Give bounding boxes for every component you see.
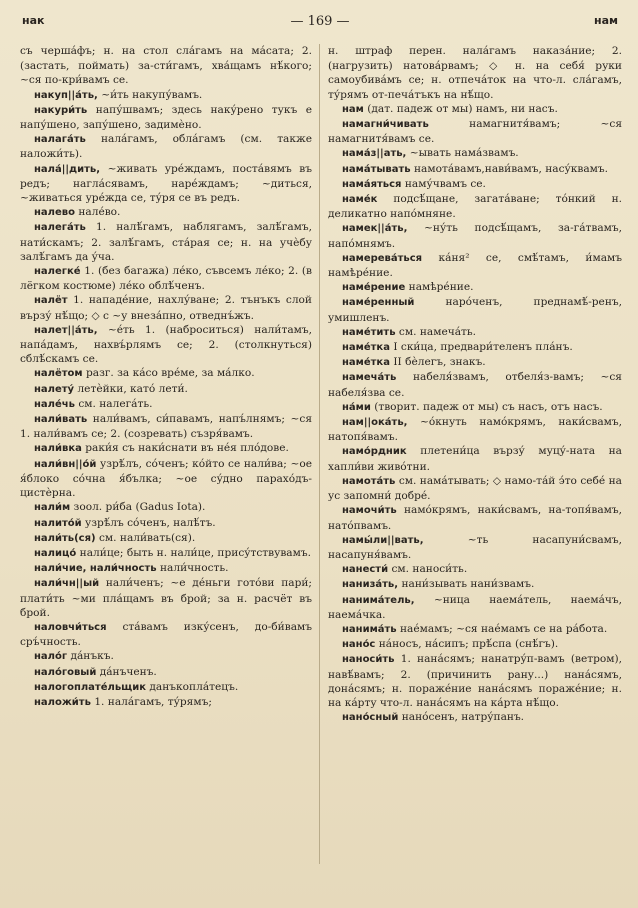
entry-translation: ~е́ть 1. (наброситься) нали́тамъ, напа́дамъ, нахвъ́рлямъ се; 2. (столкнуться) сблѣ́скамъ се. <box>20 323 312 366</box>
entry-headword: наме́рение <box>342 282 406 294</box>
entry-headword: нама́тывать <box>342 163 411 175</box>
entry-translation: нали́це; быть н. нали́це, прису́тствувамъ. <box>79 546 311 559</box>
entry-translation: раки́я съ наки́снати въ не́я пло́дове. <box>85 442 289 455</box>
entry-translation: данъкопла́тецъ. <box>149 680 239 693</box>
entry-translation: нали́вамъ, си́павамъ, напъ́лнямъ; ~ся 1. нали́вамъ се; 2. (созревать) съзря́вамъ. <box>20 413 313 441</box>
dictionary-entry <box>328 503 622 532</box>
entry-headword: нало́говый <box>34 666 97 678</box>
entry-headword: намочи́ть <box>342 505 397 517</box>
entry-translation: наму́чвамъ се. <box>404 177 486 190</box>
dictionary-entry <box>328 533 622 562</box>
dictionary-entry <box>20 561 312 576</box>
dictionary-entry <box>20 649 312 664</box>
dictionary-entry <box>328 355 622 370</box>
entry-headword: наме́ренный <box>342 297 415 309</box>
dictionary-entry <box>328 562 622 577</box>
entry-headword: нали́чие, нали́чность <box>34 563 157 575</box>
dictionary-entry <box>20 531 312 546</box>
entry-headword: наме́тка <box>342 357 390 369</box>
entry-translation: ста́вамъ изку́сенъ, до-би́вамъ сръ́чность. <box>20 620 312 649</box>
entry-headword: налегке́ <box>34 266 81 278</box>
entry-translation: нали́чность. <box>159 562 229 575</box>
entry-translation: см. нама́тывать; ◇ намо-та́й э́то себе́ на ус запомни́ добре́. <box>328 474 623 503</box>
entry-translation: да́нъченъ. <box>99 665 157 678</box>
dictionary-entry <box>20 457 312 501</box>
entry-headword: нама́яться <box>342 178 402 190</box>
entry-headword: наме́тка <box>342 342 390 354</box>
dictionary-entry <box>20 220 312 264</box>
entry-headword: намерева́ться <box>342 252 423 264</box>
entry-headword: намы́ли||вать, <box>342 534 424 546</box>
entry-headword: нанима́ть <box>342 623 397 635</box>
entry-translation: набеля́звамъ, отбеля́з-вамъ; ~ся набеля́зва се. <box>328 371 622 399</box>
entry-headword: налет||а́ть, <box>34 324 98 336</box>
entry-translation: ~и́ть накупу́вамъ. <box>101 88 203 101</box>
dictionary-entry <box>328 652 622 710</box>
entry-translation: зоол. ри́ба (Gadus Iota). <box>73 501 206 514</box>
dictionary-entry <box>20 397 312 412</box>
entry-headword: нали́вка <box>34 443 82 455</box>
entry-translation: ~о́кнуть намо́крямъ, наки́свамъ, натопя́вамъ. <box>328 416 622 444</box>
entry-headword: нано́с <box>342 639 376 651</box>
entry-translation: ка́ня² се, смѣ́тамъ, и́мамъ намѣре́ние. <box>328 251 622 280</box>
entry-translation: 1. нана́сямъ; нанатру́п-вамъ (ветром), навѣ́вамъ; 2. (причинить рану...) нана́сямъ, дона́сямъ; н. пораже́ние нана́сямъ пораже́ние; н. на ка́рту что-л. нана́сямъ на ка́рта нѣ́що. <box>328 653 622 709</box>
left-column <box>20 44 312 710</box>
dictionary-entry <box>328 192 622 221</box>
entry-headword: намота́ть <box>342 475 396 487</box>
entry-headword: намеча́ть <box>342 372 397 384</box>
entry-headword: налётом <box>34 368 83 380</box>
dictionary-entry <box>328 325 622 340</box>
page-header <box>22 14 618 32</box>
entry-translation: да́нъкъ. <box>70 650 114 663</box>
entry-translation: узрѣ́лъ со́ченъ, налѣ́тъ. <box>85 516 216 529</box>
entry-translation: ~ница наема́тель, наема́чъ, наема́чка. <box>328 593 622 621</box>
page-number: — 169 — <box>290 14 350 29</box>
dictionary-entry <box>328 637 622 652</box>
dictionary-entry <box>20 103 312 132</box>
entry-headword: нано́сный <box>342 712 399 724</box>
entry-headword: нам||ока́ть, <box>342 417 408 429</box>
dictionary-entry <box>20 44 312 88</box>
dictionary-entry <box>328 710 622 725</box>
entry-translation: см. нали́вать(ся). <box>98 531 196 544</box>
entry-translation: намѣре́ние. <box>408 281 474 294</box>
dictionary-entry <box>20 366 312 381</box>
entry-headword: налёт <box>34 295 68 307</box>
entry-translation: (творит. падеж от мы) съ насъ, отъ насъ. <box>374 400 603 413</box>
entry-translation: нано́сенъ, натру́панъ. <box>401 711 525 724</box>
dictionary-entry <box>328 370 622 399</box>
dictionary-entry <box>328 400 622 415</box>
entry-headword: нало́г <box>34 651 68 663</box>
dictionary-entry <box>328 251 622 280</box>
entry-translation: 1. нала́гамъ, ту́рямъ; <box>94 695 212 708</box>
entry-translation: напу́швамъ; здесь наку́рено тукъ е напу́шено, запу́шено, задимѐно. <box>20 103 312 132</box>
dictionary-entry <box>328 593 622 622</box>
entry-headword: наме́тить <box>342 326 396 338</box>
dictionary-entry <box>20 162 312 206</box>
entry-headword: наноси́ть <box>342 654 395 666</box>
entry-translation: 1. нападе́ние, нахлу́ване; 2. тънъкъ слой вързу́ нѣ́що; ◇ с ~у внеза́пно, отведнъ́жъ. <box>20 294 312 322</box>
entry-translation: нае́мамъ; ~ся нае́мамъ се на ра́бота. <box>400 622 608 635</box>
dictionary-entry <box>328 162 622 177</box>
entry-translation: н. штраф перен. нала́гамъ наказа́ние; 2. (нагрузить) натова́рвамъ; ◇ н. на себя́ руки самоубива́мъ се; н. отпеча́ток на что-л. сла́гамъ, ту́рямъ от-печа́тъкъ на нѣ́що. <box>328 45 622 101</box>
entry-headword: наниза́ть, <box>342 579 399 591</box>
dictionary-entry <box>20 546 312 561</box>
entry-translation: узрѣ́лъ, со́ченъ; ко́йто се нали́ва; ~ое я́блоко со́чна я́бълка; ~ое су́дно парахо́дъ-цистѐрна. <box>20 457 312 500</box>
entry-translation: нале́во. <box>78 206 121 219</box>
entry-translation: наро́ченъ, преднамѣ́-ренъ, умишленъ. <box>328 296 622 324</box>
entry-headword: нали́вн||о́й <box>34 458 97 470</box>
dictionary-entry <box>20 680 312 695</box>
entry-headword: налицо́ <box>34 547 77 559</box>
entry-headword: накури́ть <box>34 104 88 116</box>
dictionary-entry <box>20 695 312 710</box>
dictionary-entry <box>20 88 312 103</box>
dictionary-entry <box>20 620 312 649</box>
entry-headword: налету́ <box>34 383 75 395</box>
header-right-word: нам <box>593 14 618 27</box>
dictionary-entry <box>328 280 622 295</box>
entry-headword: налега́ть <box>34 222 86 234</box>
dictionary-entry <box>328 44 622 102</box>
dictionary-entry <box>20 382 312 397</box>
entry-headword: нам <box>342 103 364 115</box>
entry-headword: налага́ть <box>34 134 86 146</box>
dictionary-entry <box>328 577 622 592</box>
column-divider <box>319 44 320 864</box>
dictionary-entry <box>20 205 312 220</box>
dictionary-entry <box>20 293 312 322</box>
dictionary-entry <box>328 117 622 146</box>
dictionary-entry <box>328 622 622 637</box>
dictionary-entry <box>328 340 622 355</box>
entry-translation: ~живать уре́ждамъ, поста́вямъ въ редъ; нагла́сявамъ, наре́ждамъ; ~диться, ~живаться уре́жда се, ту́ря се въ редъ. <box>20 162 313 205</box>
entry-translation: нали́ченъ; ~е де́ньги гото́ви пари́; плати́ть ~ми пла́щамъ въ брой; за н. расчёт въ брой. <box>20 577 313 619</box>
entry-translation: намота́вамъ,нави́вамъ, насу́квамъ. <box>414 162 608 175</box>
entry-translation: (дат. падеж от мы) намъ, ни насъ. <box>367 102 558 115</box>
dictionary-entry <box>328 102 622 117</box>
dictionary-entry <box>328 415 622 444</box>
entry-translation: 1. (без багажа) ле́ко, съвсемъ ле́ко; 2. (в лёгком костюме) ле́ко облѣ́ченъ. <box>20 265 312 293</box>
dictionary-entry <box>20 132 312 161</box>
entry-translation: намагнитя́вамъ; ~ся намагнитя́вамъ се. <box>328 118 623 146</box>
entry-translation: ~ывать нама́звамъ. <box>409 147 519 160</box>
dictionary-entry <box>20 441 312 456</box>
entry-headword: нали́вать <box>34 414 88 426</box>
entry-translation: см. намеча́ть. <box>398 325 477 338</box>
entry-headword: намек||а́ть, <box>342 223 408 235</box>
dictionary-entry <box>328 146 622 161</box>
entry-headword: намагни́чивать <box>342 119 429 131</box>
entry-headword: наме́к <box>342 194 378 206</box>
entry-translation: II бѐлегъ, знакъ. <box>393 356 486 369</box>
entry-translation: намо́крямъ, наки́свамъ, на-топя́вамъ, нато́пвамъ. <box>328 504 622 532</box>
entry-translation: см. наноси́ть. <box>391 563 468 576</box>
entry-translation: подсѣ́щане, загата́ване; то́нкий н. деликатно напо́мняне. <box>328 193 622 221</box>
entry-translation: разг. за ка́со вре́ме, за ма́лко. <box>85 367 255 380</box>
entry-headword: нале́чь <box>34 398 75 410</box>
dictionary-entry <box>20 264 312 293</box>
dictionary-entry <box>20 323 312 367</box>
entry-headword: нама́з||ать, <box>342 148 407 160</box>
entry-translation: I ски́ца, предвари́теленъ пла́нъ. <box>393 341 573 354</box>
entry-translation: на́носъ, на́сипъ; прѣ́спа (снѣ́гъ). <box>378 638 559 651</box>
entry-headword: нанести́ <box>342 564 389 576</box>
entry-translation: ~ну́ть подсѣ́щамъ, за-га́твамъ, напо́мнямъ. <box>328 222 622 250</box>
header-left-word: нак <box>22 14 45 27</box>
dictionary-entry <box>20 576 312 620</box>
entry-headword: наложи́ть <box>34 696 91 708</box>
dictionary-entry <box>20 412 312 441</box>
right-column <box>328 44 622 725</box>
dictionary-entry <box>20 500 312 515</box>
entry-headword: накуп||а́ть, <box>34 89 98 101</box>
entry-translation: нала́гамъ, обла́гамъ (см. также наложи́ть). <box>20 133 313 161</box>
entry-translation: съ черша́фъ; н. на стол сла́гамъ на ма́сата; 2. (застать, поймать) за-сти́гамъ, хва́щамъ нѣ́кого; ~ся по-кри́вамъ се. <box>20 45 312 87</box>
entry-headword: нали́м <box>34 502 71 514</box>
entry-translation: 1. налѣ́гамъ, наблягамъ, залѣ́гамъ, нати́скамъ; 2. залѣ́гамъ, ста́рая се; н. на учѐбу залѣ́гамъ да у́ча. <box>20 221 312 263</box>
entry-headword: налево <box>34 207 75 219</box>
entry-translation: плетени́ца вързу́ муцу́-ната на хапли́ви живо́тни. <box>328 445 622 473</box>
entry-headword: нали́ть(ся) <box>34 532 96 544</box>
dictionary-entry <box>328 221 622 250</box>
entry-headword: нала́||дить, <box>34 163 101 175</box>
dictionary-entry <box>328 177 622 192</box>
entry-translation: нани́зывать нани́звамъ. <box>401 578 535 591</box>
entry-headword: налогоплате́льщик <box>34 681 147 693</box>
entry-headword: намо́рдник <box>342 446 407 458</box>
entry-headword: нанима́тель, <box>342 594 415 606</box>
dictionary-entry <box>20 665 312 680</box>
entry-headword: наловчи́ться <box>34 621 107 633</box>
entry-translation: летѐйки, като́ лети́. <box>77 382 188 395</box>
entry-headword: нали́чн||ый <box>34 578 100 590</box>
dictionary-entry <box>328 295 622 324</box>
dictionary-entry <box>328 444 622 473</box>
entry-headword: налито́й <box>34 517 82 529</box>
dictionary-entry <box>328 474 622 503</box>
entry-translation: см. налега́ть. <box>78 397 153 410</box>
entry-translation: ~ть насапуни́свамъ, насапуня́вамъ. <box>328 533 622 561</box>
dictionary-entry <box>20 516 312 531</box>
entry-headword: на́ми <box>342 401 371 413</box>
